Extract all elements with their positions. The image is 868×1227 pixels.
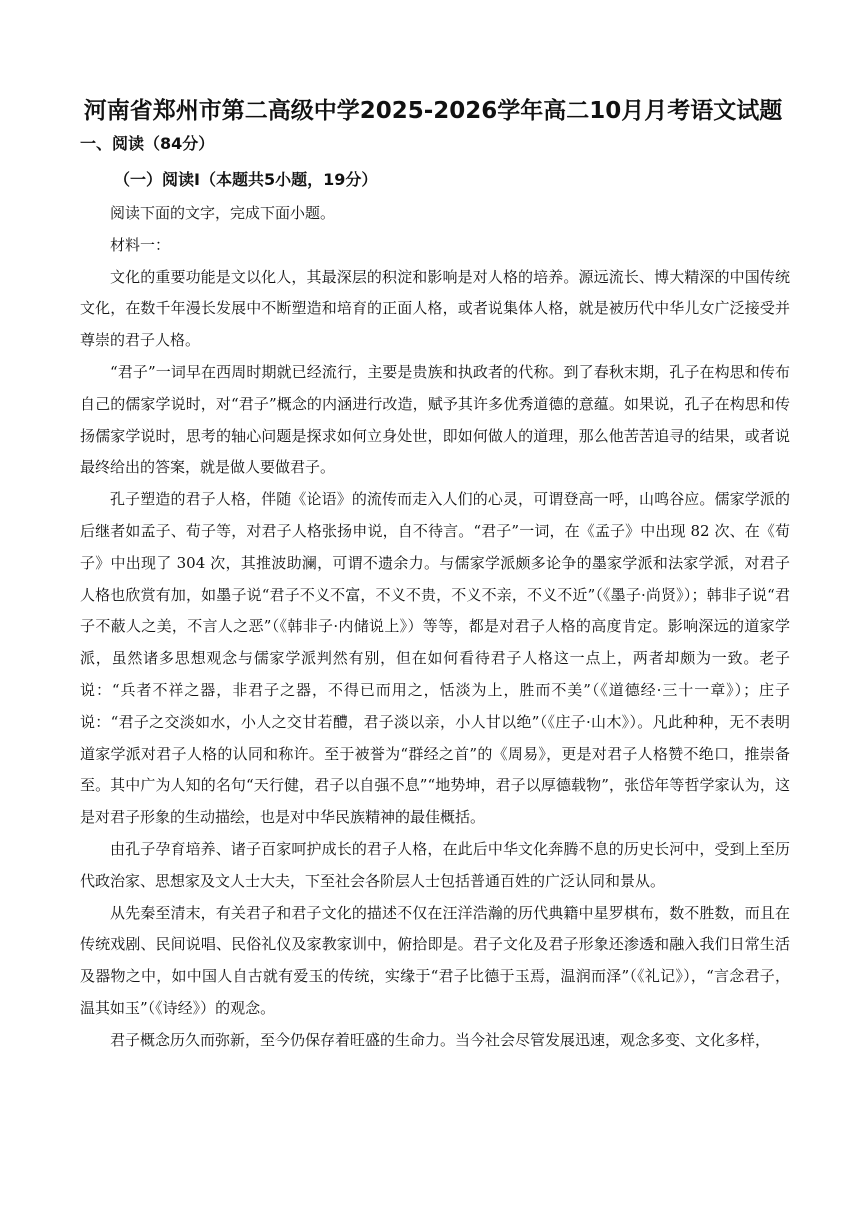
section-heading: 一、阅读（84分） [80,134,215,153]
material-label: 材料一： [110,235,171,254]
subsection-heading: （一）阅读Ⅰ（本题共5小题，19分） [114,170,378,189]
paragraph: 从先秦至清末，有关君子和君子文化的描述不仅在汪洋浩瀚的历代典籍中星罗棋布，数不胜数，而且在传统戏剧、民间说唱、民俗礼仪及家教家训中，俯拾即是。君子文化及君子形象还渗透和融入我们日常生活及器物之中，如中国人自古就有爱玉的传统，实缘于“君子比德于玉焉，温润而泽”（《礼记》），“言念君子，温其如玉”（《诗经》）的观念。 [80,903,790,1017]
paragraph: 由孔子孕育培养、诸子百家呵护成长的君子人格，在此后中华文化奔腾不息的历史长河中，受到上至历代政治家、思想家及文人士大夫，下至社会各阶层人士包括普通百姓的广泛认同和景从。 [80,839,790,890]
instruction-text: 阅读下面的文字，完成下面小题。 [110,204,336,222]
document-title: 河南省郑州市第二高级中学2025-2026学年高二10月月考语文试题 [83,98,783,124]
paragraph: 文化的重要功能是文以化人，其最深层的积淀和影响是对人格的培养。源远流长、博大精深的中国传统文化，在数千年漫长发展中不断塑造和培育的正面人格，或者说集体人格，就是被历代中华儿女广泛接受并尊崇的君子人格。 [80,267,790,350]
paragraph: “君子”一词早在西周时期就已经流行，主要是贵族和执政者的代称。到了春秋末期，孔子在构思和传布自己的儒家学说时，对“君子”概念的内涵进行改造，赋予其许多优秀道德的意蕴。如果说，孔子在构思和传扬儒家学说时，思考的轴心问题是探求如何立身处世，即如何做人的道理，那么他苦苦追寻的结果，或者说最终给出的答案，就是做人要做君子。 [80,362,790,477]
paragraph: 君子概念历久而弥新，至今仍保存着旺盛的生命力。当今社会尽管发展迅速，观念多变、文化多样， [110,1030,771,1049]
paragraph: 孔子塑造的君子人格，伴随《论语》的流传而走入人们的心灵，可谓登高一呼，山鸣谷应。儒家学派的后继者如孟子、荀子等，对君子人格张扬申说，自不待言。“君子”一词，在《孟子》中出现 82 次、在《荀子》中出现了 304 次，其推波助澜，可谓不遗余力。与儒家学派颇多论争的墨家学派和法家学派，对君子人格也欣赏有加，如墨子说“君子不义不富，不义不贵，不义不亲，不义不近”（《墨子·尚贤》）；韩非子说“君子不蔽人之美，不言人之恶”（《韩非子·内储说上》）等等，都是对君子人格的高度肯定。影响深远的道家学派，虽然诸多思想观念与儒家学派判然有别，但在如何看待君子人格这一点上，两者却颇为一致。老子说：“兵者不祥之器，非君子之器，不得已而用之，恬淡为上，胜而不美”（《道德经·三十一章》）；庄子说：“君子之交淡如水，小人之交甘若醴，君子淡以亲，小人甘以绝”（《庄子·山木》）。凡此种种，无不表明道家学派对君子人格的认同和称许。至于被誉为“群经之首”的《周易》，更是对君子人格赞不绝口，推崇备至。其中广为人知的名句“天行健，君子以自强不息”“地势坤，君子以厚德载物”，张岱年等哲学家认为，这是对君子形象的生动描绘，也是对中华民族精神的最佳概括。 [80,490,790,827]
